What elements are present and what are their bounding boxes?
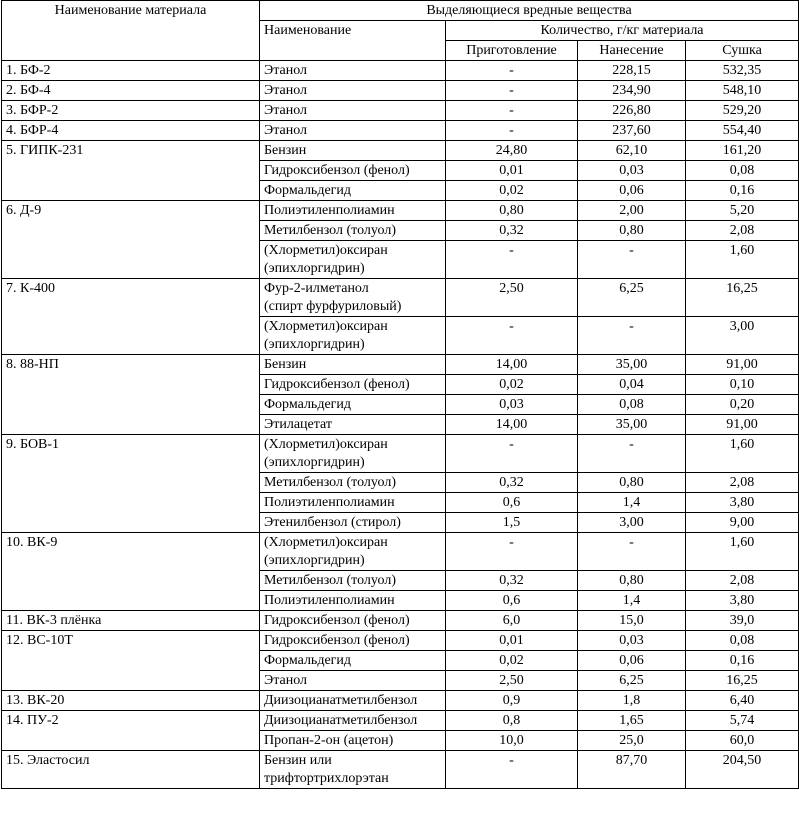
apply-value: 0,80 bbox=[578, 221, 686, 241]
substance-name-line: Этанол bbox=[264, 83, 308, 98]
apply-value: 1,4 bbox=[578, 591, 686, 611]
substance-name bbox=[260, 711, 446, 731]
table-row bbox=[2, 121, 799, 141]
prep-value: 1,5 bbox=[446, 513, 578, 533]
apply-value: 226,80 bbox=[578, 101, 686, 121]
header-row-1 bbox=[2, 1, 799, 21]
substance-name-line: Полиэтиленполиамин bbox=[264, 593, 395, 608]
substance-name bbox=[260, 493, 446, 513]
dry-value: 532,35 bbox=[686, 61, 799, 81]
apply-value: 0,80 bbox=[578, 473, 686, 493]
prep-value: 0,9 bbox=[446, 691, 578, 711]
substance-name bbox=[260, 355, 446, 375]
apply-value: 87,70 bbox=[578, 751, 686, 789]
substance-name bbox=[260, 571, 446, 591]
substance-name-line: Метилбензол (толуол) bbox=[264, 475, 396, 490]
header-prep: Приготовление bbox=[446, 41, 578, 61]
materials-table bbox=[1, 0, 799, 789]
dry-value: 3,80 bbox=[686, 493, 799, 513]
apply-value: 0,04 bbox=[578, 375, 686, 395]
substance-name-line: Полиэтиленполиамин bbox=[264, 203, 395, 218]
apply-value: 0,06 bbox=[578, 651, 686, 671]
substance-name-line: Формальдегид bbox=[264, 653, 352, 668]
material-name: 4. БФР-4 bbox=[2, 121, 260, 141]
header-dry: Сушка bbox=[686, 41, 799, 61]
material-name: 12. ВС-10Т bbox=[2, 631, 260, 691]
material-name: 13. ВК-20 bbox=[2, 691, 260, 711]
substance-name-line: Гидроксибензол (фенол) bbox=[264, 633, 410, 648]
apply-value: 0,08 bbox=[578, 395, 686, 415]
apply-value: 3,00 bbox=[578, 513, 686, 533]
table-row bbox=[2, 101, 799, 121]
apply-value: 0,03 bbox=[578, 161, 686, 181]
substance-name bbox=[260, 241, 446, 279]
dry-value: 5,74 bbox=[686, 711, 799, 731]
dry-value: 0,20 bbox=[686, 395, 799, 415]
dry-value: 16,25 bbox=[686, 279, 799, 317]
prep-value: 14,00 bbox=[446, 355, 578, 375]
substance-name-line: (эпихлоргидрин) bbox=[264, 553, 365, 568]
substance-name-line: (Хлорметил)оксиран bbox=[264, 319, 388, 334]
table-row bbox=[2, 691, 799, 711]
substance-name-line: Метилбензол (толуол) bbox=[264, 573, 396, 588]
substance-name bbox=[260, 181, 446, 201]
substance-name-line: Метилбензол (толуол) bbox=[264, 223, 396, 238]
substance-name bbox=[260, 395, 446, 415]
apply-value: 0,80 bbox=[578, 571, 686, 591]
prep-value: - bbox=[446, 317, 578, 355]
prep-value: 2,50 bbox=[446, 671, 578, 691]
apply-value: 234,90 bbox=[578, 81, 686, 101]
table-row bbox=[2, 81, 799, 101]
apply-value: 2,00 bbox=[578, 201, 686, 221]
substance-name bbox=[260, 533, 446, 571]
dry-value: 0,08 bbox=[686, 631, 799, 651]
prep-value: 0,32 bbox=[446, 221, 578, 241]
dry-value: 0,10 bbox=[686, 375, 799, 395]
apply-value: 62,10 bbox=[578, 141, 686, 161]
substance-name-line: (Хлорметил)оксиран bbox=[264, 437, 388, 452]
table-row bbox=[2, 631, 799, 651]
prep-value: 0,02 bbox=[446, 375, 578, 395]
apply-value: 0,06 bbox=[578, 181, 686, 201]
table-row bbox=[2, 435, 799, 473]
prep-value: - bbox=[446, 61, 578, 81]
substance-name bbox=[260, 141, 446, 161]
prep-value: 0,03 bbox=[446, 395, 578, 415]
dry-value: 2,08 bbox=[686, 221, 799, 241]
prep-value: 2,50 bbox=[446, 279, 578, 317]
dry-value: 5,20 bbox=[686, 201, 799, 221]
header-apply: Нанесение bbox=[578, 41, 686, 61]
apply-value: 0,03 bbox=[578, 631, 686, 651]
substance-name-line: Фур-2-илметанол bbox=[264, 281, 369, 296]
dry-value: 161,20 bbox=[686, 141, 799, 161]
substance-name bbox=[260, 279, 446, 317]
prep-value: - bbox=[446, 121, 578, 141]
prep-value: 0,32 bbox=[446, 571, 578, 591]
apply-value: 1,4 bbox=[578, 493, 686, 513]
header-material: Наименование материала bbox=[2, 1, 260, 61]
substance-name-line: Бензин bbox=[264, 357, 307, 372]
apply-value: 1,8 bbox=[578, 691, 686, 711]
table-row bbox=[2, 141, 799, 161]
prep-value: 14,00 bbox=[446, 415, 578, 435]
substance-name bbox=[260, 415, 446, 435]
substance-name-line: Гидроксибензол (фенол) bbox=[264, 613, 410, 628]
substance-name bbox=[260, 221, 446, 241]
prep-value: 0,32 bbox=[446, 473, 578, 493]
material-name: 6. Д-9 bbox=[2, 201, 260, 279]
prep-value: - bbox=[446, 533, 578, 571]
substance-name bbox=[260, 631, 446, 651]
prep-value: 0,8 bbox=[446, 711, 578, 731]
dry-value: 3,80 bbox=[686, 591, 799, 611]
dry-value: 554,40 bbox=[686, 121, 799, 141]
substance-name-line: Этанол bbox=[264, 63, 308, 78]
apply-value: 6,25 bbox=[578, 671, 686, 691]
dry-value: 3,00 bbox=[686, 317, 799, 355]
substance-name bbox=[260, 591, 446, 611]
header-substance-name: Наименование bbox=[260, 21, 446, 61]
apply-value: 6,25 bbox=[578, 279, 686, 317]
substance-name-line: Полиэтиленполиамин bbox=[264, 495, 395, 510]
substance-name-line: (эпихлоргидрин) bbox=[264, 261, 365, 276]
header-substances: Выделяющиеся вредные вещества bbox=[260, 1, 799, 21]
substance-name bbox=[260, 81, 446, 101]
material-name: 5. ГИПК-231 bbox=[2, 141, 260, 201]
table-row bbox=[2, 355, 799, 375]
prep-value: 0,6 bbox=[446, 493, 578, 513]
prep-value: 0,6 bbox=[446, 591, 578, 611]
dry-value: 6,40 bbox=[686, 691, 799, 711]
dry-value: 0,08 bbox=[686, 161, 799, 181]
prep-value: - bbox=[446, 101, 578, 121]
dry-value: 9,00 bbox=[686, 513, 799, 533]
table-row bbox=[2, 61, 799, 81]
table-row bbox=[2, 279, 799, 317]
prep-value: - bbox=[446, 435, 578, 473]
substance-name-line: Гидроксибензол (фенол) bbox=[264, 163, 410, 178]
substance-name bbox=[260, 611, 446, 631]
substance-name-line: (эпихлоргидрин) bbox=[264, 455, 365, 470]
substance-name bbox=[260, 671, 446, 691]
apply-value: 35,00 bbox=[578, 355, 686, 375]
dry-value: 1,60 bbox=[686, 533, 799, 571]
table-row bbox=[2, 611, 799, 631]
material-name: 7. К-400 bbox=[2, 279, 260, 355]
apply-value: 228,15 bbox=[578, 61, 686, 81]
apply-value: 237,60 bbox=[578, 121, 686, 141]
substance-name-line: Этанол bbox=[264, 673, 308, 688]
substance-name-line: Этанол bbox=[264, 103, 308, 118]
dry-value: 39,0 bbox=[686, 611, 799, 631]
apply-value: - bbox=[578, 317, 686, 355]
substance-name-line: Формальдегид bbox=[264, 397, 352, 412]
substance-name bbox=[260, 61, 446, 81]
material-name: 11. ВК-3 плёнка bbox=[2, 611, 260, 631]
dry-value: 2,08 bbox=[686, 571, 799, 591]
substance-name bbox=[260, 731, 446, 751]
substance-name-line: Бензин bbox=[264, 143, 307, 158]
prep-value: 0,01 bbox=[446, 161, 578, 181]
substance-name bbox=[260, 161, 446, 181]
material-name: 8. 88-НП bbox=[2, 355, 260, 435]
dry-value: 0,16 bbox=[686, 181, 799, 201]
substance-name bbox=[260, 651, 446, 671]
table-body bbox=[2, 61, 799, 789]
apply-value: 25,0 bbox=[578, 731, 686, 751]
dry-value: 91,00 bbox=[686, 415, 799, 435]
substance-name bbox=[260, 691, 446, 711]
substance-name-line: Пропан-2-он (ацетон) bbox=[264, 733, 394, 748]
substance-name-line: (Хлорметил)оксиран bbox=[264, 243, 388, 258]
material-name: 15. Эластосил bbox=[2, 751, 260, 789]
dry-value: 60,0 bbox=[686, 731, 799, 751]
dry-value: 1,60 bbox=[686, 241, 799, 279]
substance-name bbox=[260, 317, 446, 355]
dry-value: 91,00 bbox=[686, 355, 799, 375]
substance-name bbox=[260, 375, 446, 395]
material-name: 9. БОВ-1 bbox=[2, 435, 260, 533]
substance-name-line: трифтортрихлорэтан bbox=[264, 771, 389, 786]
table-row bbox=[2, 201, 799, 221]
substance-name-line: Бензин или bbox=[264, 753, 332, 768]
dry-value: 548,10 bbox=[686, 81, 799, 101]
apply-value: - bbox=[578, 533, 686, 571]
prep-value: 0,80 bbox=[446, 201, 578, 221]
substance-name bbox=[260, 201, 446, 221]
substance-name-line: Этанол bbox=[264, 123, 308, 138]
table-row bbox=[2, 711, 799, 731]
substance-name bbox=[260, 473, 446, 493]
dry-value: 204,50 bbox=[686, 751, 799, 789]
dry-value: 1,60 bbox=[686, 435, 799, 473]
prep-value: 0,01 bbox=[446, 631, 578, 651]
substance-name bbox=[260, 513, 446, 533]
substance-name bbox=[260, 101, 446, 121]
prep-value: 10,0 bbox=[446, 731, 578, 751]
material-name: 2. БФ-4 bbox=[2, 81, 260, 101]
apply-value: 35,00 bbox=[578, 415, 686, 435]
dry-value: 2,08 bbox=[686, 473, 799, 493]
substance-name-line: Диизоцианатметилбензол bbox=[264, 713, 418, 728]
apply-value: - bbox=[578, 435, 686, 473]
substance-name-line: Гидроксибензол (фенол) bbox=[264, 377, 410, 392]
substance-name-line: Этилацетат bbox=[264, 417, 333, 432]
substance-name bbox=[260, 751, 446, 789]
material-name: 3. БФР-2 bbox=[2, 101, 260, 121]
substance-name-line: (эпихлоргидрин) bbox=[264, 337, 365, 352]
apply-value: 1,65 bbox=[578, 711, 686, 731]
substance-name-line: Диизоцианатметилбензол bbox=[264, 693, 418, 708]
prep-value: - bbox=[446, 81, 578, 101]
prep-value: 0,02 bbox=[446, 651, 578, 671]
table-row bbox=[2, 751, 799, 789]
header-quantity: Количество, г/кг материала bbox=[446, 21, 799, 41]
dry-value: 529,20 bbox=[686, 101, 799, 121]
apply-value: - bbox=[578, 241, 686, 279]
substance-name-line: (спирт фурфуриловый) bbox=[264, 299, 402, 314]
material-name: 10. ВК-9 bbox=[2, 533, 260, 611]
prep-value: - bbox=[446, 751, 578, 789]
prep-value: - bbox=[446, 241, 578, 279]
substance-name-line: (Хлорметил)оксиран bbox=[264, 535, 388, 550]
substance-name bbox=[260, 121, 446, 141]
dry-value: 0,16 bbox=[686, 651, 799, 671]
material-name: 1. БФ-2 bbox=[2, 61, 260, 81]
substance-name bbox=[260, 435, 446, 473]
substance-name-line: Этенилбензол (стирол) bbox=[264, 515, 401, 530]
material-name: 14. ПУ-2 bbox=[2, 711, 260, 751]
prep-value: 24,80 bbox=[446, 141, 578, 161]
prep-value: 6,0 bbox=[446, 611, 578, 631]
substance-name-line: Формальдегид bbox=[264, 183, 352, 198]
prep-value: 0,02 bbox=[446, 181, 578, 201]
apply-value: 15,0 bbox=[578, 611, 686, 631]
dry-value: 16,25 bbox=[686, 671, 799, 691]
table-row bbox=[2, 533, 799, 571]
